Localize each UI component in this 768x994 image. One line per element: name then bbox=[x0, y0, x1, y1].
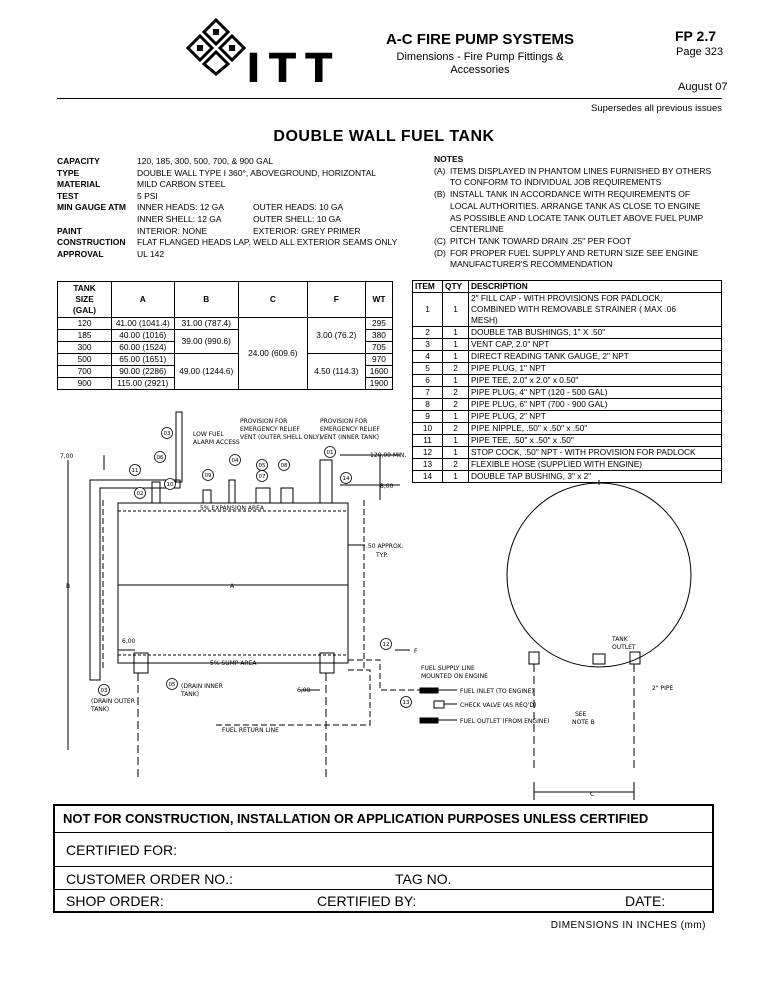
size-col-header: TANK SIZE (GAL) bbox=[58, 282, 112, 318]
description-col-header: DESCRIPTION bbox=[469, 281, 722, 293]
description-line: 2" FILL CAP - WITH PROVISIONS FOR PADLOCK, bbox=[471, 293, 663, 303]
spec-label: CONSTRUCTION bbox=[57, 237, 126, 248]
wt-col-header: WT bbox=[365, 282, 392, 318]
dim-6-left-label: 6,00 bbox=[122, 638, 136, 645]
a-cell: 115.00 (2921) bbox=[112, 378, 174, 390]
note-line bbox=[434, 213, 734, 225]
itt-logo-mark-icon bbox=[186, 16, 246, 76]
description-line: PIPE PLUG, 1" NPT bbox=[471, 363, 546, 373]
note-line bbox=[434, 177, 734, 189]
wt-cell: 1600 bbox=[365, 366, 392, 378]
spec-row bbox=[57, 191, 401, 203]
a-cell: 65.00 (1651) bbox=[112, 354, 174, 366]
tank-end-view bbox=[507, 483, 691, 667]
fuel-outlet-label: FUEL OUTLET (FROM ENGINE) bbox=[460, 718, 550, 725]
qty-cell: 1 bbox=[443, 411, 469, 423]
size-cell: 700 bbox=[58, 366, 112, 378]
spec-value: 5 PSI bbox=[137, 190, 158, 201]
description-line: DIRECT READING TANK GAUGE, 2" NPT bbox=[471, 351, 629, 361]
item-number-cell: 11 bbox=[413, 435, 443, 447]
relief-outer-line-1: PROVISION FOR bbox=[240, 418, 288, 425]
callout-number: 07 bbox=[258, 474, 266, 480]
table-row bbox=[413, 327, 722, 339]
description-line: DOUBLE TAB BUSHINGS, 1" X .50" bbox=[471, 327, 606, 337]
fuel-supply-line-2: MOUNTED ON ENGINE bbox=[421, 673, 488, 680]
qty-cell: 1 bbox=[443, 351, 469, 363]
callout-number: 03 bbox=[100, 688, 108, 694]
table-row bbox=[413, 351, 722, 363]
itt-logo-text: ITT bbox=[246, 46, 341, 92]
a-cell: 41.00 (1041.4) bbox=[112, 318, 174, 330]
wt-cell: 970 bbox=[365, 354, 392, 366]
spec-value: FLAT FLANGED HEADS LAP, WELD ALL EXTERIOR SEAMS ONLY bbox=[137, 237, 398, 248]
callout-balloon bbox=[203, 470, 214, 481]
check-valve-label: CHECK VALVE (AS REQ'D) bbox=[460, 702, 537, 709]
callout-balloon bbox=[401, 697, 412, 708]
spec-label: TYPE bbox=[57, 167, 80, 178]
fuel-inlet-label: FUEL INLET (TO ENGINE) bbox=[460, 688, 534, 695]
certified-by-field[interactable]: CERTIFIED BY: bbox=[317, 893, 417, 909]
spec-label: MATERIAL bbox=[57, 179, 101, 190]
callout-balloon bbox=[135, 488, 146, 499]
description-cell bbox=[469, 351, 722, 363]
callout-number: 04 bbox=[231, 458, 239, 464]
tank-outlet-line-2: OUTLET bbox=[612, 644, 636, 651]
item-number-cell: 5 bbox=[413, 363, 443, 375]
spec-label bbox=[57, 214, 137, 226]
description-line: DOUBLE TAP BUSHING, 3" x 2" bbox=[471, 471, 592, 481]
note-line bbox=[434, 236, 734, 248]
spec-row bbox=[57, 226, 401, 238]
description-line: VENT CAP, 2.0" NPT bbox=[471, 339, 550, 349]
note-text: AS POSSIBLE AND LOCATE TANK OUTLET ABOVE FUEL PUMP bbox=[450, 212, 704, 223]
table-row bbox=[58, 354, 393, 366]
note-tag: (C) bbox=[434, 235, 446, 246]
a-cell: 40.00 (1016) bbox=[112, 330, 174, 342]
page-number: Page 323 bbox=[676, 46, 724, 58]
description-line: PIPE PLUG, 4" NPT (120 - 500 GAL) bbox=[471, 387, 608, 397]
spec-value: 120, 185, 300, 500, 700, & 900 GAL bbox=[137, 156, 274, 166]
see-note-line-1: SEE bbox=[575, 711, 587, 718]
spec-value: UL 142 bbox=[137, 248, 165, 259]
callout-balloon bbox=[155, 452, 166, 463]
callout-balloon bbox=[230, 455, 241, 466]
size-cell: 300 bbox=[58, 342, 112, 354]
dim-7-label: 7,00 bbox=[60, 453, 74, 460]
note-text: FOR PROPER FUEL SUPPLY AND RETURN SIZE SEE ENGINE bbox=[450, 247, 699, 258]
tank-drawing bbox=[0, 395, 768, 805]
spec-value-2: OUTER SHELL: 10 GA bbox=[253, 213, 341, 224]
callout-balloon bbox=[165, 479, 176, 490]
table-row bbox=[413, 339, 722, 351]
spec-value-2: OUTER HEADS: 10 GA bbox=[253, 202, 344, 213]
f-cell: 4.50 (114.3) bbox=[307, 354, 365, 390]
qty-cell: 1 bbox=[443, 471, 469, 483]
certification-box bbox=[53, 804, 714, 913]
spec-row bbox=[57, 214, 401, 226]
tank-size-table bbox=[57, 281, 393, 390]
item-number-cell: 9 bbox=[413, 411, 443, 423]
expansion-area-label: 5% EXPANSION AREA bbox=[200, 505, 265, 512]
customer-order-field[interactable]: CUSTOMER ORDER NO.: bbox=[66, 871, 233, 887]
dim-6-bottom-label: 6,00 bbox=[297, 687, 311, 694]
spec-value: MILD CARBON STEEL bbox=[137, 179, 226, 190]
callout-number: 13 bbox=[402, 700, 410, 706]
description-line: PIPE TEE, 2.0" x 2.0" x 0.50" bbox=[471, 375, 579, 385]
relief-inner-line-1: PROVISION FOR bbox=[320, 418, 368, 425]
callout-balloon bbox=[381, 639, 392, 650]
note-text: CENTERLINE bbox=[450, 224, 504, 235]
item-number-cell: 2 bbox=[413, 327, 443, 339]
see-note-line-2: NOTE B bbox=[572, 719, 595, 726]
itt-logo bbox=[186, 16, 341, 92]
notes-section bbox=[434, 154, 734, 271]
note-line bbox=[434, 166, 734, 178]
qty-cell: 1 bbox=[443, 375, 469, 387]
notes-heading: NOTES bbox=[434, 154, 464, 164]
spec-row bbox=[57, 202, 401, 214]
certified-for-field[interactable]: CERTIFIED FOR: bbox=[66, 842, 177, 858]
qty-col-header: QTY bbox=[443, 281, 469, 293]
qty-cell: 2 bbox=[443, 399, 469, 411]
spec-value: DOUBLE WALL TYPE I 360°, ABOVEGROUND, HORIZONTAL bbox=[137, 167, 377, 178]
certification-warning: NOT FOR CONSTRUCTION, INSTALLATION OR APPLICATION PURPOSES UNLESS CERTIFIED bbox=[63, 811, 649, 826]
spec-row bbox=[57, 249, 401, 261]
item-number-cell: 14 bbox=[413, 471, 443, 483]
dim-b-label: B bbox=[66, 583, 71, 590]
fuel-return-label: FUEL RETURN LINE bbox=[222, 727, 279, 734]
spec-value: INNER SHELL: 12 GA bbox=[137, 213, 222, 224]
note-tag bbox=[434, 213, 450, 225]
qty-cell: 1 bbox=[443, 447, 469, 459]
item-number-cell: 12 bbox=[413, 447, 443, 459]
item-number-cell: 4 bbox=[413, 351, 443, 363]
relief-inner-line-2: EMERGENCY RELIEF bbox=[320, 426, 380, 433]
callout-number: 09 bbox=[204, 473, 212, 479]
pipe-2-label: 2" PIPE bbox=[652, 685, 674, 692]
description-line: PIPE PLUG, 2" NPT bbox=[471, 411, 546, 421]
dim-8-label: 8,00 bbox=[380, 483, 394, 490]
approx-line-1: .50 APPROX. bbox=[366, 543, 404, 550]
item-number-cell: 10 bbox=[413, 423, 443, 435]
callout-number: 14 bbox=[342, 476, 350, 482]
spec-label: APPROVAL bbox=[57, 248, 104, 259]
table-row bbox=[413, 363, 722, 375]
callout-number: 05 bbox=[168, 682, 176, 688]
callout-balloon bbox=[257, 460, 268, 471]
spec-row bbox=[57, 168, 401, 180]
dim-f-label: F bbox=[414, 648, 418, 655]
drain-outer-line-2: TANK) bbox=[91, 706, 110, 713]
header-subtitle-2: Accessories bbox=[450, 64, 510, 76]
spec-label: TEST bbox=[57, 190, 79, 201]
tag-no-field[interactable]: TAG NO. bbox=[395, 871, 452, 887]
qty-cell: 2 bbox=[443, 363, 469, 375]
note-tag: (A) bbox=[434, 165, 446, 176]
description-cell bbox=[469, 327, 722, 339]
a-cell: 90.00 (2286) bbox=[112, 366, 174, 378]
note-text: LOCAL AUTHORITIES. ARRANGE TANK AS CLOSE TO ENGINE bbox=[450, 200, 701, 211]
qty-cell: 2 bbox=[443, 423, 469, 435]
callout-balloon bbox=[167, 679, 178, 690]
qty-cell: 2 bbox=[443, 387, 469, 399]
qty-cell: 1 bbox=[443, 327, 469, 339]
sump-area-label: 5% SUMP AREA bbox=[210, 660, 257, 667]
callout-number: 06 bbox=[156, 455, 164, 461]
callout-number: 10 bbox=[166, 482, 174, 488]
relief-inner-line-3: VENT (INNER TANK) bbox=[320, 434, 379, 441]
c-cell: 24.00 (609.6) bbox=[239, 318, 308, 390]
dim-120-label: 120,00 MIN, bbox=[370, 452, 407, 459]
wt-cell: 705 bbox=[365, 342, 392, 354]
wt-cell: 295 bbox=[365, 318, 392, 330]
description-line: PIPE TEE, .50" x .50" x .50" bbox=[471, 435, 574, 445]
approx-line-2: TYP. bbox=[376, 552, 388, 559]
supersedes-note: Supersedes all previous issues bbox=[591, 103, 722, 114]
callout-balloon bbox=[341, 473, 352, 484]
note-text: ITEMS DISPLAYED IN PHANTOM LINES FURNISHED BY OTHERS bbox=[450, 165, 712, 176]
callout-balloon bbox=[162, 428, 173, 439]
callout-number: 12 bbox=[382, 642, 390, 648]
qty-cell: 2 bbox=[443, 459, 469, 471]
spec-label: CAPACITY bbox=[57, 156, 100, 166]
spec-label: PAINT bbox=[57, 225, 82, 236]
spec-value: INNER HEADS: 12 GA bbox=[137, 202, 224, 213]
header-subtitle-1: Dimensions - Fire Pump Fittings & bbox=[396, 51, 564, 63]
item-number-cell: 13 bbox=[413, 459, 443, 471]
note-line bbox=[434, 201, 734, 213]
drain-outer-line-1: (DRAIN OUTER bbox=[91, 698, 135, 705]
note-text: MANUFACTURER'S RECOMMENDATION bbox=[450, 259, 613, 270]
b-cell: 31.00 (787.4) bbox=[174, 318, 239, 330]
shop-order-field[interactable]: SHOP ORDER: bbox=[66, 893, 164, 909]
spec-row bbox=[57, 156, 401, 168]
drain-inner-line-2: TANK) bbox=[181, 691, 200, 698]
issue-date: August 07 bbox=[678, 81, 728, 93]
callout-number: 08 bbox=[280, 463, 288, 469]
description-line: STOP COCK, .50" NPT - WITH PROVISION FOR PADLOCK bbox=[471, 447, 696, 457]
note-text: TO CONFORM TO INDIVIDUAL JOB REQUIREMENTS bbox=[450, 177, 662, 188]
callout-balloon bbox=[279, 460, 290, 471]
item-number-cell: 3 bbox=[413, 339, 443, 351]
description-line: FLEXIBLE HOSE (SUPPLIED WITH ENGINE) bbox=[471, 459, 643, 469]
table-row bbox=[413, 293, 722, 327]
description-cell bbox=[469, 339, 722, 351]
c-col-header: C bbox=[239, 282, 308, 318]
item-number-cell: 8 bbox=[413, 399, 443, 411]
note-tag: (B) bbox=[434, 189, 446, 200]
spec-list bbox=[57, 156, 401, 260]
note-line bbox=[434, 189, 734, 201]
dim-a-label: A bbox=[230, 583, 235, 590]
a-cell: 60.00 (1524) bbox=[112, 342, 174, 354]
document-title: DOUBLE WALL FUEL TANK bbox=[273, 128, 495, 145]
callout-number: 05 bbox=[258, 463, 266, 469]
callout-balloon bbox=[257, 471, 268, 482]
note-line bbox=[434, 248, 734, 260]
size-cell: 500 bbox=[58, 354, 112, 366]
callout-balloon bbox=[325, 447, 336, 458]
note-tag: (D) bbox=[434, 247, 446, 258]
header-title: A-C FIRE PUMP SYSTEMS bbox=[385, 31, 575, 48]
note-tag bbox=[434, 201, 450, 213]
b-cell: 49.00 (1244.6) bbox=[174, 354, 239, 390]
low-fuel-line-2: ALARM ACCESS bbox=[193, 439, 240, 446]
callout-number: 02 bbox=[136, 491, 144, 497]
fuel-supply-line-1: FUEL SUPPLY LINE bbox=[421, 665, 475, 672]
spec-value: INTERIOR: NONE bbox=[137, 225, 207, 236]
f-cell: 3.00 (76.2) bbox=[307, 318, 365, 354]
note-tag bbox=[434, 259, 450, 271]
spec-value-2: EXTERIOR: GREY PRIMER bbox=[253, 225, 361, 236]
tank-outlet-line-1: TANK bbox=[612, 636, 628, 643]
qty-cell: 1 bbox=[443, 293, 469, 327]
low-fuel-line-1: LOW FUEL bbox=[193, 431, 224, 438]
description-cell bbox=[469, 363, 722, 375]
note-line bbox=[434, 224, 734, 236]
b-cell: 39.00 (990.6) bbox=[174, 330, 239, 354]
header-divider bbox=[57, 98, 722, 99]
table-row bbox=[413, 375, 722, 387]
description-line: PIPE NIPPLE, .50" x .50" x .50" bbox=[471, 423, 588, 433]
relief-outer-line-2: EMERGENCY RELIEF bbox=[240, 426, 300, 433]
item-col-header: ITEM bbox=[413, 281, 443, 293]
units-footer: DIMENSIONS IN INCHES (mm) bbox=[550, 920, 706, 931]
note-tag bbox=[434, 177, 450, 189]
item-number-cell: 7 bbox=[413, 387, 443, 399]
description-line: COMBINED WITH REMOVABLE STRAINER ( MAX .06 bbox=[471, 304, 676, 314]
drain-inner-line-1: (DRAIN INNER bbox=[181, 683, 223, 690]
callout-number: 11 bbox=[131, 468, 139, 474]
wt-cell: 1900 bbox=[365, 378, 392, 390]
spec-row bbox=[57, 179, 401, 191]
wt-cell: 380 bbox=[365, 330, 392, 342]
relief-outer-line-3: VENT (OUTER SHELL ONLY) bbox=[240, 434, 322, 441]
table-row bbox=[58, 318, 393, 330]
description-cell bbox=[469, 375, 722, 387]
description-cell bbox=[469, 293, 722, 327]
a-col-header: A bbox=[112, 282, 174, 318]
f-col-header: F bbox=[307, 282, 365, 318]
date-field[interactable]: DATE: bbox=[625, 893, 666, 909]
item-number-cell: 6 bbox=[413, 375, 443, 387]
callout-number: 01 bbox=[326, 450, 334, 456]
note-line bbox=[434, 259, 734, 271]
note-text: PITCH TANK TOWARD DRAIN .25" PER FOOT bbox=[450, 235, 632, 246]
document-code: FP 2.7 bbox=[675, 28, 716, 44]
dim-c-label: C bbox=[590, 791, 595, 798]
description-line: MESH) bbox=[471, 315, 498, 325]
qty-cell: 1 bbox=[443, 435, 469, 447]
callout-number: 03 bbox=[163, 431, 171, 437]
b-col-header: B bbox=[174, 282, 239, 318]
size-cell: 900 bbox=[58, 378, 112, 390]
note-tag bbox=[434, 224, 450, 236]
note-text: INSTALL TANK IN ACCORDANCE WITH REQUIREMENTS OF bbox=[450, 189, 691, 200]
spec-label: MIN GAUGE ATM bbox=[57, 202, 126, 213]
description-line: PIPE PLUG, 6" NPT (700 - 900 GAL) bbox=[471, 399, 608, 409]
size-cell: 120 bbox=[58, 318, 112, 330]
qty-cell: 1 bbox=[443, 339, 469, 351]
callout-balloon bbox=[130, 465, 141, 476]
callout-balloon bbox=[99, 685, 110, 696]
size-cell: 185 bbox=[58, 330, 112, 342]
item-number-cell: 1 bbox=[413, 293, 443, 327]
spec-row bbox=[57, 237, 401, 249]
